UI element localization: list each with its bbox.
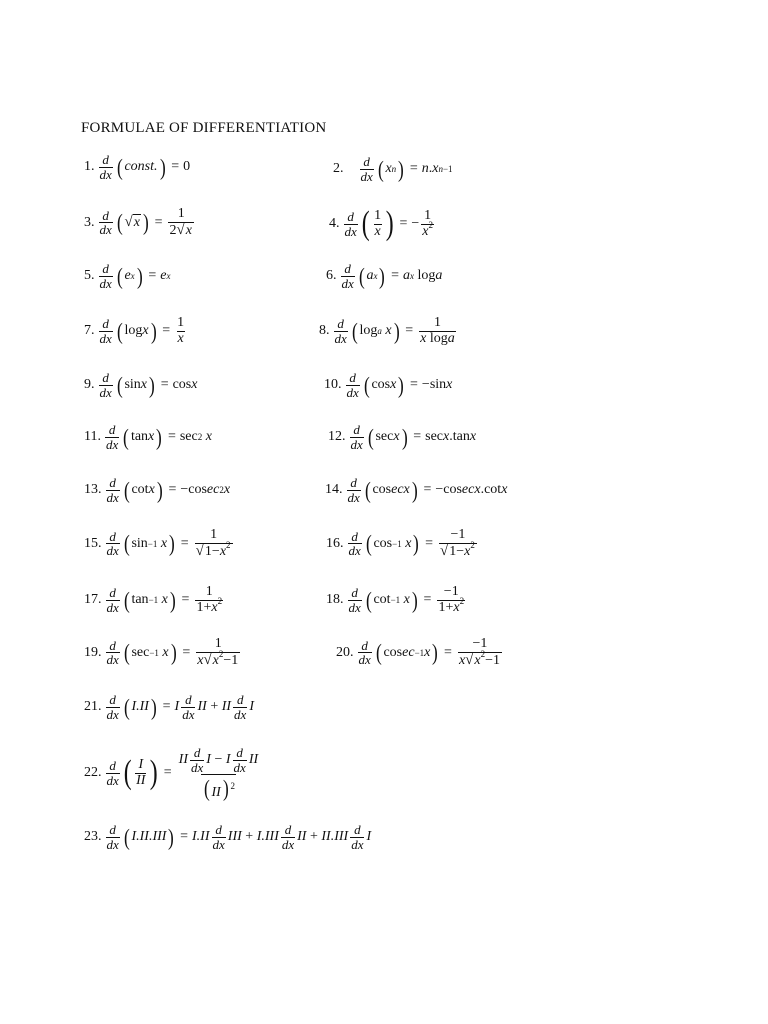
formula-15: 15. d dx ( sin −1 x ) = $\frac{1}{√1-x^2}$ <box>84 527 231 559</box>
formula-20: 20. d dx ( cos ec −1 x ) = $\frac{-1}{x√x^2-1}$ <box>336 636 501 668</box>
formula-8: 8. d dx ( log a x ) = $\frac{1}{\text{x loga}}$ <box>319 315 455 346</box>
formula-17: 17. d dx ( tan −1 x ) = $\frac{1}{1+x^2}$ <box>84 584 223 615</box>
formula-3: 3. d dx ( √ x ) = $\frac{1}{2√x}$ <box>84 206 192 238</box>
formula-2: 2. d dx ( x n ) = n . x n−1 <box>333 154 453 184</box>
formula-14: 14. d dx ( cos ecx ) = −cos ecx .cot x <box>325 475 508 505</box>
formula-5: 5. d dx ( e x ) = e x <box>84 261 171 291</box>
formula-9: 9. d dx ( sin x ) = cos x <box>84 370 198 400</box>
formula-21: 21. d dx ( I.II ) = I d dx II + II d dx I <box>84 692 254 722</box>
formula-6: 6. d dx ( a x ) = a x log a <box>326 261 443 291</box>
page-title: FORMULAE OF DIFFERENTIATION <box>81 120 327 136</box>
formula-1: 1. d dx ( const. ) = 0 <box>84 152 191 182</box>
formula-4: 4. d dx ( 1 x ) = − $\frac{1}{x^2}$ <box>329 205 433 242</box>
formula-11: 11. d dx ( tan x ) = sec 2 x <box>84 422 212 452</box>
formula-23: 23. d dx ( I.II.III ) = I.II d dx III + I.III d dx II + II.III d dx I <box>84 822 372 852</box>
formula-13: 13. d dx ( cot x ) = −cos ec 2 x <box>84 475 231 505</box>
formula-12: 12. d dx ( sec x ) = sec x .tan x <box>328 422 477 452</box>
formula-18: 18. d dx ( cot −1 x ) = $\frac{-1}{1+x^2}$ <box>326 584 465 615</box>
formula-19: 19. d dx ( sec −1 x ) = $\frac{1}{x√x^2-1}$ <box>84 636 239 668</box>
formula-7: 7. d dx ( log x ) = $\frac{1}{x}$ <box>84 315 185 346</box>
formula-22: 22. d dx ( I II ) = II d dx I − I d dx II ( II) $^2$ <box>84 745 259 802</box>
formula-16: 16. d dx ( cos −1 x ) = $\frac{-1}{√1-x^2}$ <box>326 527 475 559</box>
formula-10: 10. d dx ( cos x ) = −sin x <box>324 370 453 400</box>
